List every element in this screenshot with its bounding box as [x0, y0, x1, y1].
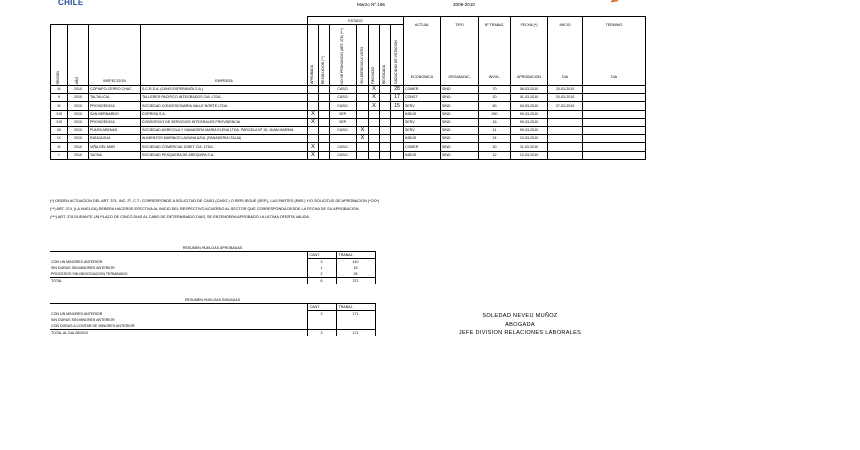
- cell-invol: 20: [479, 94, 511, 102]
- summary-approved-cant-header: CANT.: [307, 252, 336, 259]
- cell-economica: INDUS: [404, 110, 441, 118]
- cell-empresa: COPRISA S.A.: [141, 110, 308, 118]
- cell-resolucion: [319, 151, 330, 159]
- termino-header: TERMINO DIA: [583, 17, 646, 86]
- summary-total-label: TOTAL: [50, 278, 307, 285]
- cell-organizac: SIND: [441, 118, 479, 126]
- aprobada-header: APROBADA: [308, 25, 319, 86]
- cell-economica: SERV: [404, 102, 441, 110]
- cell-sin-derecho: X: [357, 126, 369, 134]
- revocada-header: REVOCADA: [380, 25, 391, 86]
- document-reference: Marzo Nº 196: [357, 2, 385, 7]
- cell-sin-derecho: [357, 151, 369, 159]
- cell-inspeccion: PROVIDENCIA: [89, 102, 141, 110]
- cell-aprobada: [308, 102, 319, 110]
- cell-empresa: SOCIEDAD COMERCIAL DISEY CIA. LTDA.: [141, 143, 308, 151]
- cell-no-se-pronuncio: SEP.: [330, 110, 357, 118]
- cell-region: III: [51, 102, 68, 110]
- cell-no-se-pronuncio: CASO.: [330, 86, 357, 94]
- cell-ano: 2010: [68, 151, 89, 159]
- cell-organizac: SIND: [441, 126, 479, 134]
- cell-sin-derecho: [357, 94, 369, 102]
- table-row: [51, 102, 646, 110]
- cell-aprobacion: 12-03-2010: [511, 151, 548, 159]
- cell-inspeccion: COPIAPO-CERRO CHAC.: [89, 86, 141, 94]
- cell-no-se-pronuncio: CASO.: [330, 126, 357, 134]
- cell-organizac: SIND: [441, 135, 479, 143]
- cell-termino: [583, 151, 646, 159]
- cell-caducidad: [391, 151, 404, 159]
- cell-rechazo: [369, 151, 380, 159]
- summary-total-trabaj: 171: [336, 330, 375, 337]
- cell-invol: 12: [479, 151, 511, 159]
- cell-region: XIII: [51, 110, 68, 118]
- cell-aprobacion: 04-03-2010: [511, 102, 548, 110]
- cell-region: XII: [51, 126, 68, 134]
- cell-invol: 11: [479, 126, 511, 134]
- summary-total-cant: 6: [307, 278, 336, 285]
- summary-row-label: CON DURAS A CONTAR DE MINORES ANTERIOR: [51, 324, 135, 328]
- cell-organizac: SIND: [441, 110, 479, 118]
- cell-sin-derecho: [357, 86, 369, 94]
- cell-economica: INDUS: [404, 135, 441, 143]
- cell-revocada: [380, 110, 391, 118]
- cell-organizac: SIND: [441, 151, 479, 159]
- logo-text: CHILE: [58, 0, 84, 7]
- cell-caducidad: [391, 126, 404, 134]
- cell-termino: [583, 86, 646, 94]
- cell-inicio: [548, 143, 583, 151]
- table-row: [51, 94, 646, 102]
- table-row: [51, 110, 646, 118]
- fecha-header: FECHA (*) APROBACION: [511, 17, 548, 86]
- cell-empresa: SOCIEDAD AGRICOLA Y GANADERA MARIA ELENA LTDA. PARCELA Nº 15, JUAN MARINA: [141, 126, 308, 134]
- corner-mark-icon: [610, 0, 619, 3]
- cell-economica: SERV: [404, 126, 441, 134]
- cell-invol: 70: [479, 86, 511, 94]
- cell-no-se-pronuncio: CASO.: [330, 94, 357, 102]
- cell-aprobacion: 08-03-2010: [511, 86, 548, 94]
- cell-region: I: [51, 151, 68, 159]
- inspeccion-header: INSPECCION: [89, 25, 141, 86]
- cell-inicio: 20-03-2010: [548, 94, 583, 102]
- footnote-2: (**) ART. 374, (LA HUELGA) DEBERA HACERSE EFECTIVA AL INICIO DEL RESPECTIVO ACUERDO AL SECTOR QUE CORRESPONDA DESDE LA FECHA DE SU APROBACION.: [50, 207, 360, 211]
- cell-region: IX: [51, 135, 68, 143]
- cell-aprobada: [308, 86, 319, 94]
- cell-termino: [583, 102, 646, 110]
- cell-caducidad: 17: [391, 94, 404, 102]
- cell-no-se-pronuncio: SEP.: [330, 118, 357, 126]
- cell-empresa: ALIMENTOS MARINOS LAGUNA AZUL (PANADERIA ITALIA): [141, 135, 308, 143]
- cell-region: XIII: [51, 118, 68, 126]
- cell-inicio: 27-03-2010: [548, 102, 583, 110]
- cell-revocada: [380, 151, 391, 159]
- cell-sin-derecho: [357, 110, 369, 118]
- region-header: REGION: [51, 25, 68, 86]
- inicio-header: INICIO DIA: [548, 17, 583, 86]
- resolucion-header: RESOLUCION (**): [319, 25, 330, 86]
- cell-region: III: [51, 86, 68, 94]
- cell-resolucion: [319, 118, 330, 126]
- summary-row-cant: 3: [307, 259, 336, 266]
- cell-sin-derecho: X: [357, 135, 369, 143]
- cell-economica: COMER: [404, 143, 441, 151]
- cell-rechazo: [369, 135, 380, 143]
- summary-started-title: RESUMEN HUELGAS INICIADAS: [50, 296, 375, 304]
- cell-empresa: CONSORCIO DE SERVICIOS INTEGRALES PROVIDENCIA: [141, 118, 308, 126]
- signatory-name: SOLEDAD NEVEU MUÑOZ: [482, 313, 558, 319]
- cell-revocada: [380, 126, 391, 134]
- cell-invol: 80: [479, 102, 511, 110]
- signature-block: [420, 312, 620, 338]
- cell-caducidad: [391, 110, 404, 118]
- cell-rechazo: [369, 143, 380, 151]
- cell-resolucion: [319, 126, 330, 134]
- cell-aprobacion: 09-03-2010: [511, 110, 548, 118]
- summary-row-label: PROCESOS SIN NEGOCIACION TERMINADO: [51, 272, 128, 276]
- cell-sin-derecho: [357, 118, 369, 126]
- cell-resolucion: [319, 143, 330, 151]
- cell-termino: [583, 94, 646, 102]
- cell-organizac: SIND: [441, 94, 479, 102]
- cell-ano: 2010: [68, 110, 89, 118]
- table-row: [51, 143, 646, 151]
- document-date: 2009-2010: [453, 2, 475, 7]
- cell-aprobacion: 11-03-2010: [511, 143, 548, 151]
- cell-revocada: [380, 135, 391, 143]
- cell-invol: 16: [479, 118, 511, 126]
- cell-ano: 2010: [68, 135, 89, 143]
- cell-aprobacion: 09-03-2010: [511, 118, 548, 126]
- summary-row-label: SIN DURAS SIN MINORES ANTERIOR: [51, 318, 115, 322]
- cell-economica: SERV: [404, 118, 441, 126]
- strikes-table: [50, 16, 646, 160]
- cell-aprobacion: 01-03-2010: [511, 94, 548, 102]
- cell-resolucion: [319, 135, 330, 143]
- cell-termino: [583, 118, 646, 126]
- cell-invol: 250: [479, 110, 511, 118]
- actual-header: ACTUAL ECONOMICA: [404, 17, 441, 86]
- summary-approved-trabaj-header: TRABAJ.: [336, 252, 375, 259]
- summary-started-trabaj-header: TRABAJ.: [336, 304, 375, 311]
- summary-started-cant-header: CANT.: [307, 304, 336, 311]
- cell-no-se-pronuncio: CASO.: [330, 102, 357, 110]
- table-row: [51, 135, 646, 143]
- cell-no-se-pronuncio: [330, 135, 357, 143]
- cell-aprobacion: 09-03-2010: [511, 126, 548, 134]
- cell-no-se-pronuncio: CASO.: [330, 151, 357, 159]
- cell-ano: 2010: [68, 86, 89, 94]
- estado-group-header: ESTADO: [308, 17, 404, 25]
- cell-inspeccion: VIÑA DEL MAR: [89, 143, 141, 151]
- summary-row-trabaj: 28: [336, 271, 375, 278]
- summary-approved-strikes: [50, 244, 376, 284]
- summary-approved-title: RESUMEN HUELGAS APROBADAS: [50, 244, 375, 252]
- cell-empresa: SOCIEDAD PESQUERA DE AREQUIPA S.A.: [141, 151, 308, 159]
- cell-aprobada: X: [308, 151, 319, 159]
- cell-aprobacion: 10-03-2010: [511, 135, 548, 143]
- summary-row-cant: 3: [307, 311, 336, 318]
- cell-termino: [583, 126, 646, 134]
- summary-row-trabaj: 171: [336, 311, 375, 318]
- no-se-pronuncio-header: NO SE PRONUNCIO (ART. 378) (***): [330, 25, 357, 86]
- summary-total-label: TOTAL AL DIA 28/2010: [50, 330, 307, 337]
- footnotes: [50, 197, 470, 221]
- cell-economica: INDUS: [404, 151, 441, 159]
- empresa-header: EMPRESA: [141, 25, 308, 86]
- cell-invol: 24: [479, 135, 511, 143]
- sin-derecho-header: SIN DERECHO A VOTO: [357, 25, 369, 86]
- cell-inspeccion: PUNTA ARENAS: [89, 126, 141, 134]
- cell-inspeccion: TACNA: [89, 151, 141, 159]
- footnote-3: (***) ART. 378 DURANTE UN PLAZO DE CINCO DIAS AL CABO DE DETERMINADO DIAS, SE ENTENDERA APROBADO LA ULTIMA OFERTA VALIDA.: [50, 215, 310, 219]
- cell-ano: 2010: [68, 94, 89, 102]
- table-row: [51, 118, 646, 126]
- trabaj-header: Nº TRABAJ. INVOL.: [479, 17, 511, 86]
- cell-aprobada: [308, 94, 319, 102]
- cell-inspeccion: PROVIDENCIA: [89, 118, 141, 126]
- cell-empresa: TALLERES PACIFICO INTEGRADOS CIA. LTDA.: [141, 94, 308, 102]
- summary-row-cant: 1: [307, 265, 336, 271]
- table-row: [51, 126, 646, 134]
- cell-revocada: [380, 86, 391, 94]
- cell-economica: COMER: [404, 86, 441, 94]
- cell-empresa: SOCIEDAD CONCESIONARIA VALLE NORTE LTDA.: [141, 102, 308, 110]
- cell-no-se-pronuncio: CASO.: [330, 143, 357, 151]
- cell-resolucion: [319, 86, 330, 94]
- summary-row-label: CON UN MINORES ANTERIOR: [51, 311, 103, 316]
- cell-inicio: [548, 135, 583, 143]
- cell-aprobada: X: [308, 143, 319, 151]
- cell-aprobada: X: [308, 118, 319, 126]
- footnote-1: (*) ORDEN ACTUACION DEL ART. 374, INC. 2º, C.T.: CORRESPONDE A SOLICITUD DE CASO (CASO.) O REPLIEGUE (SEP.), LAS PARTES (PAR.) Y/O SOLICITUD DE APROBACION (*OO*): [50, 199, 380, 203]
- cell-caducidad: [391, 135, 404, 143]
- cell-rechazo: [369, 126, 380, 134]
- signatory-title: ABOGADA: [505, 321, 535, 328]
- summary-started-strikes: [50, 296, 376, 336]
- cell-organizac: SIND: [441, 86, 479, 94]
- government-logo: [58, 0, 88, 8]
- cell-termino: [583, 110, 646, 118]
- summary-total-trabaj: 371: [336, 278, 375, 285]
- caducidad-header: CADUCIDAD DE VOTACION: [391, 25, 404, 86]
- cell-ano: 2010: [68, 102, 89, 110]
- cell-caducidad: [391, 143, 404, 151]
- cell-organizac: SIND: [441, 102, 479, 110]
- cell-region: II: [51, 94, 68, 102]
- summary-row-label: SIN DURAS SIN MINORES ANTERIOR: [51, 266, 115, 270]
- summary-row-trabaj: 15: [336, 265, 375, 271]
- summary-row-trabaj: 410: [336, 259, 375, 266]
- cell-rechazo: [369, 110, 380, 118]
- cell-inicio: 20-03-2010: [548, 86, 583, 94]
- cell-resolucion: [319, 94, 330, 102]
- signatory-department: JEFE DIVISION RELACIONES LABORALES: [458, 330, 582, 336]
- cell-organizac: SIND: [441, 143, 479, 151]
- cell-ano: 2010: [68, 143, 89, 151]
- cell-caducidad: 15: [391, 102, 404, 110]
- cell-rechazo: X: [369, 102, 380, 110]
- cell-caducidad: [391, 118, 404, 126]
- cell-ano: 2010: [68, 126, 89, 134]
- cell-inicio: [548, 118, 583, 126]
- cell-inspeccion: RANCAGUA: [89, 135, 141, 143]
- summary-total-cant: 3: [307, 330, 336, 337]
- cell-region: III: [51, 143, 68, 151]
- cell-sin-derecho: [357, 102, 369, 110]
- rechazo-header: RECHAZO: [369, 25, 380, 86]
- cell-revocada: [380, 118, 391, 126]
- cell-rechazo: X: [369, 94, 380, 102]
- cell-caducidad: 28: [391, 86, 404, 94]
- cell-inspeccion: TALTAL/CIA: [89, 94, 141, 102]
- cell-resolucion: [319, 110, 330, 118]
- summary-row-label: CON UN MINORES ANTERIOR: [51, 259, 103, 264]
- cell-invol: 30: [479, 143, 511, 151]
- cell-inicio: [548, 110, 583, 118]
- tipo-header: TIPO ORGANIZAC.: [441, 17, 479, 86]
- cell-termino: [583, 135, 646, 143]
- cell-ano: 2010: [68, 118, 89, 126]
- ano-header: AÑO: [68, 25, 89, 86]
- cell-aprobada: [308, 126, 319, 134]
- table-row: [51, 151, 646, 159]
- cell-inspeccion: SAN BERNARDO: [89, 110, 141, 118]
- table-row: [51, 86, 646, 94]
- cell-aprobada: [308, 135, 319, 143]
- cell-sin-derecho: [357, 143, 369, 151]
- strikes-table-body: [51, 86, 646, 160]
- cell-rechazo: X: [369, 86, 380, 94]
- cell-revocada: [380, 143, 391, 151]
- cell-termino: [583, 143, 646, 151]
- cell-economica: CONST: [404, 94, 441, 102]
- cell-revocada: [380, 102, 391, 110]
- summary-row-cant: 2: [307, 271, 336, 278]
- cell-empresa: S.C.R.S.A. (CAHS ESPERANZA S.A.): [141, 86, 308, 94]
- cell-revocada: [380, 94, 391, 102]
- cell-inicio: [548, 151, 583, 159]
- cell-rechazo: [369, 118, 380, 126]
- cell-resolucion: [319, 102, 330, 110]
- cell-inicio: [548, 126, 583, 134]
- cell-aprobada: X: [308, 110, 319, 118]
